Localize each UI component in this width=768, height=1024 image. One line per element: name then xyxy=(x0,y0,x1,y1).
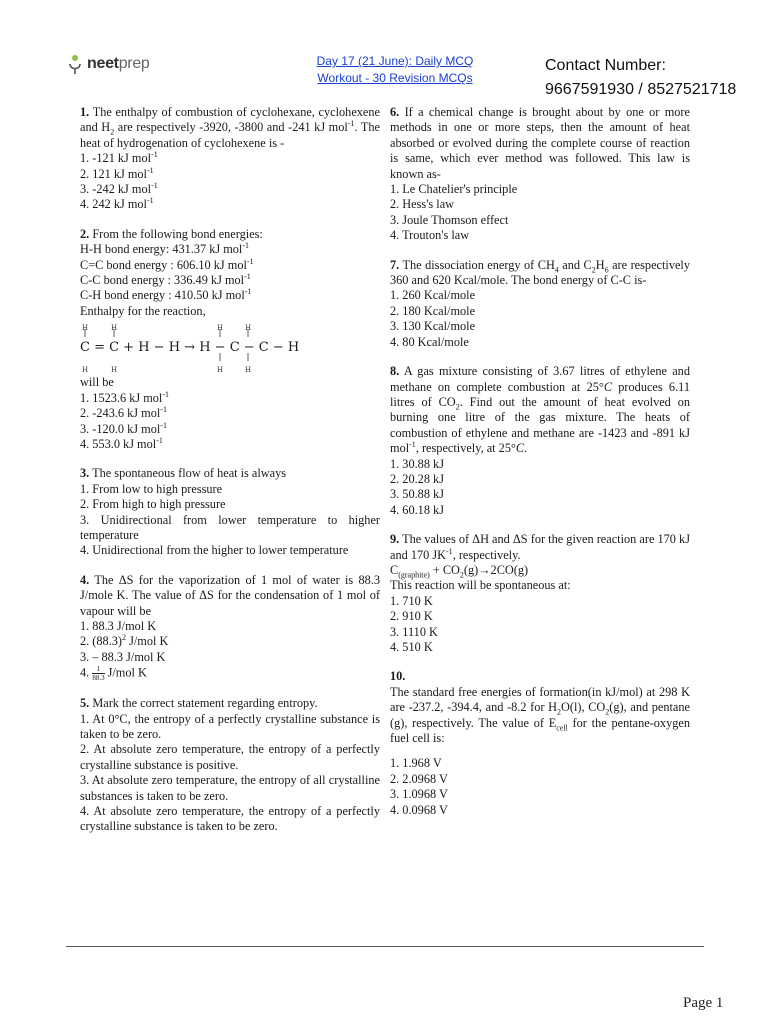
option-4: 4. 80 Kcal/mole xyxy=(390,334,469,349)
document-title[interactable] xyxy=(290,53,500,87)
option-3: 3. -120.0 kJ mol$^{-1}$ xyxy=(80,420,167,436)
option-2: 2. Hess's law xyxy=(390,197,455,212)
option-2: 2. 910 K xyxy=(390,609,433,624)
title-line-1[interactable]: Day 17 (21 June): Daily MCQ xyxy=(316,54,474,68)
option-3: 3. 1.0968 V xyxy=(390,787,448,802)
question-7 xyxy=(390,258,690,350)
option-4: 4. 510 K xyxy=(390,640,433,654)
question-2 xyxy=(80,227,380,452)
question-text: 6. If a chemical change is brought about by one or more methods in one or more steps, then the amount of heat absorbed or evolved during the complete course of reaction is same, which ever method was followed. This law is known as- xyxy=(390,105,690,181)
reaction-equation: C = C + H − H → H − C − C − H xyxy=(80,340,300,356)
bond-energy-cc: C-C bond energy : 336.49 kJ mol$^{-1}$ xyxy=(80,271,251,288)
question-1 xyxy=(80,105,380,213)
question-6 xyxy=(390,105,690,244)
right-column xyxy=(390,105,690,832)
option-3: 3. Joule Thomson effect xyxy=(390,212,509,227)
option-1: 1. 88.3 J/mol K xyxy=(80,618,157,633)
logo-text: neetprep xyxy=(87,55,150,72)
contact-label: Contact Number: xyxy=(545,57,666,74)
option-4: 4. 0.0968 V xyxy=(390,802,448,817)
neetprep-logo xyxy=(67,52,150,76)
question-text: The standard free energies of formation(in kJ/mol) at 298 K are -237.2, -394.4, and -8.2 for $H_2O(l)$, $CO_2(g)$, and pentane (g), respectively. The value of $E_{cell}$ for the pentane-oxygen fuel cell is: xyxy=(390,684,690,746)
option-3: 3. – 88.3 J/mol K xyxy=(80,649,166,664)
question-9 xyxy=(390,532,690,655)
option-4: 4. At absolute zero temperature, the entropy of a perfectly crystalline substance is taken to be zero. xyxy=(80,804,380,834)
h-atom-label: H xyxy=(82,324,89,333)
option-4: 4. 242 kJ mol$^{-1}$ xyxy=(80,196,154,212)
question-text: 8. A gas mixture consisting of 3.67 litres of ethylene and methane on complete combustion at 25°C produces 6.11 litres of $CO_2$. Find out the amount of heat evolved on burning one litre of the gas mixture. The heats of combustion of ethylene and methane are -1423 and -891 kJ mol$^{-1}$, respectively, at 25°C. xyxy=(390,364,691,456)
option-2: 2. 20.28 kJ xyxy=(390,471,444,486)
page-number: Page 1 xyxy=(683,995,724,1011)
question-10 xyxy=(390,669,690,818)
bond-energy-hh: H-H bond energy: 431.37 kJ mol$^{-1}$ xyxy=(80,241,250,257)
question-text: 1. The enthalpy of combustion of cyclohexane, cyclohexene and $H_2$ are respectively -3920, -3800 and -241 kJ mol$^{-1}$. The heat of hydrogenation of cyclohexene is - xyxy=(80,105,381,150)
h-atom-label: H xyxy=(245,366,252,375)
question-text: 9. The values of ΔH and ΔS for the given reaction are 170 kJ and 170 $JK^{-1}$, respectively. xyxy=(390,532,690,562)
option-2: 2. 2.0968 V xyxy=(390,771,448,786)
option-3: 3. 1110 K xyxy=(390,624,438,639)
option-1: 1. -121 kJ mol$^{-1}$ xyxy=(80,150,158,166)
footer-divider xyxy=(66,946,704,947)
option-3: 3. At absolute zero temperature, the entropy of all crystalline substances is taken to be zero. xyxy=(80,773,380,803)
option-2: 2. From high to high pressure xyxy=(80,497,226,512)
question-text: 7. The dissociation energy of $CH_4$ and $C_2H_6$ are respectively 360 and 620 Kcal/mole. The bond energy of C-C is- xyxy=(390,257,690,288)
option-1: 1. Le Chatelier's principle xyxy=(390,182,518,197)
bond-energy-ch: C-H bond energy : 410.50 kJ mol$^{-1}$ xyxy=(80,287,252,303)
left-column xyxy=(80,105,380,849)
question-text: 3. The spontaneous flow of heat is always xyxy=(80,466,287,481)
question-5 xyxy=(80,696,380,835)
title-line-2[interactable]: Workout - 30 Revision MCQs xyxy=(317,71,473,85)
option-1: 1. 30.88 kJ xyxy=(390,456,444,471)
reaction-label: Enthalpy for the reaction, xyxy=(80,303,206,318)
bond-energy-cc-double: C=C bond energy : 606.10 kJ mol$^{-1}$ xyxy=(80,256,254,272)
contact-numbers: 9667591930 / 8527521718 xyxy=(545,81,737,98)
option-3: 3. 130 Kcal/mole xyxy=(390,319,476,334)
question-8 xyxy=(390,364,690,518)
h-atom-label: H xyxy=(82,366,89,375)
option-4: 4. Trouton's law xyxy=(390,228,470,243)
option-2: 2. -243.6 kJ mol$^{-1}$ xyxy=(80,405,167,421)
option-2: 2. 180 Kcal/mole xyxy=(390,303,476,318)
option-4: 4. 60.18 kJ xyxy=(390,502,444,517)
option-1: 1. From low to high pressure xyxy=(80,481,223,496)
option-2: 2. $(88.3)^2$ J/mol K xyxy=(80,633,169,649)
option-2: 2. 121 kJ mol$^{-1}$ xyxy=(80,165,154,181)
option-3: 3. Unidirectional from lower temperature to higher temperature xyxy=(80,512,380,542)
fraction: $\frac{1}{88.3}$ xyxy=(92,665,105,683)
option-1: 1. 260 Kcal/mole xyxy=(390,288,476,303)
question-3 xyxy=(80,466,380,558)
option-3: 3. 50.88 kJ xyxy=(390,487,444,502)
option-1: 1. 710 K xyxy=(390,593,433,608)
question-text: 5. Mark the correct statement regarding entropy. xyxy=(80,696,318,711)
reaction-structure xyxy=(80,323,380,373)
question-text: 2. From the following bond energies: xyxy=(80,226,263,241)
contact-info xyxy=(545,54,736,102)
option-4: 4. 553.0 kJ mol$^{-1}$ xyxy=(80,435,163,451)
option-4: 4. $\frac{1}{88.3}$ J/mol K xyxy=(80,665,147,683)
h-atom-label: H xyxy=(245,324,252,333)
person-icon xyxy=(67,52,87,76)
question-4 xyxy=(80,573,380,682)
option-1: 1. At 0°C, the entropy of a perfectly crystalline substance is taken to be zero. xyxy=(80,711,380,741)
h-atom-label: H xyxy=(217,366,224,375)
question-text: 4. The ΔS for the vaporization of 1 mol of water is 88.3 J/mole K. The value of ΔS for the condensation of 1 mol of vapour will be xyxy=(80,572,381,618)
reaction-equation: $C_{(graphite)} + CO_2(g)\to 2CO(g)$ xyxy=(390,562,529,580)
question-number: 10. xyxy=(390,669,406,684)
option-1: 1. 1.968 V xyxy=(390,756,442,771)
h-atom-label: H xyxy=(111,324,118,333)
h-atom-label: H xyxy=(217,324,224,333)
h-atom-label: H xyxy=(111,366,118,375)
option-1: 1. 1523.6 kJ mol$^{-1}$ xyxy=(80,389,169,405)
option-3: 3. -242 kJ mol$^{-1}$ xyxy=(80,180,158,197)
question-subtext: This reaction will be spontaneous at: xyxy=(390,578,571,593)
will-be-text: will be xyxy=(80,375,114,390)
page-header xyxy=(0,0,768,100)
option-4: 4. Unidirectional from the higher to lower temperature xyxy=(80,543,349,558)
option-2: 2. At absolute zero temperature, the entropy of a perfectly crystalline substance is positive. xyxy=(80,742,380,772)
